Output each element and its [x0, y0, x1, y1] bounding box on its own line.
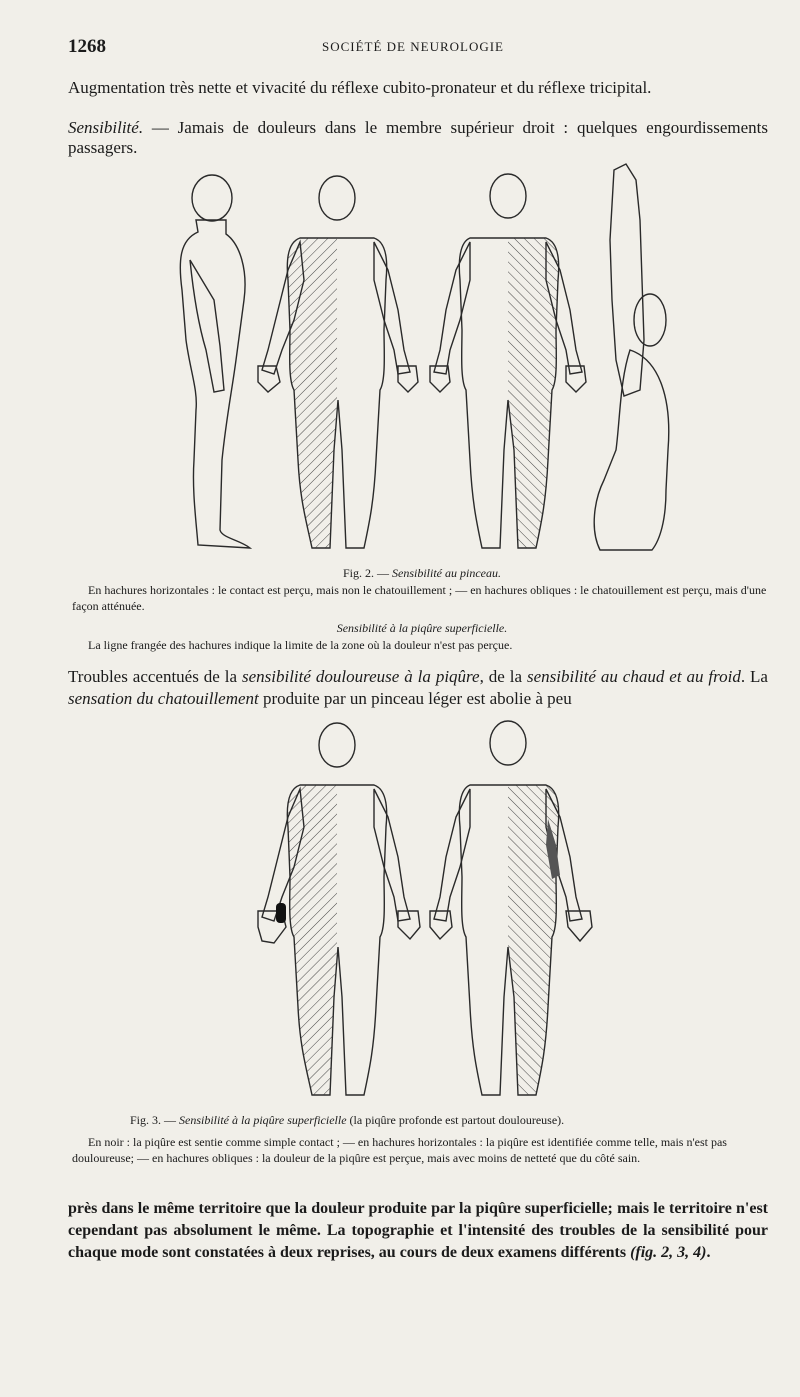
sensibilite-label: Sensibilité.: [68, 118, 144, 137]
page-header: [68, 36, 758, 60]
territoire-fig-ref: (fig. 2, 3, 4): [630, 1244, 707, 1261]
fig3-back-figure: [430, 721, 592, 1095]
territoire-text-b: .: [706, 1244, 711, 1261]
figure-3-title: Sensibilité à la piqûre superficielle: [179, 1113, 347, 1127]
fig2-front-figure: [258, 176, 418, 548]
paragraph-territoire: [68, 1198, 768, 1264]
page-number: 1268: [68, 36, 106, 57]
fig2-raised-arm-figure: [594, 164, 669, 550]
figure-2-illustration: [0, 160, 800, 560]
troubles-text-d: produite par un pinceau léger est abolie à peu: [258, 689, 572, 708]
figure-2-label: Fig. 2. —: [343, 566, 393, 580]
figure-3-illustration: [0, 715, 800, 1105]
paragraph-troubles: [68, 666, 768, 710]
fig2-back-figure: [430, 174, 586, 548]
troubles-italic-2: sensibilité au chaud et au froid: [526, 667, 741, 686]
troubles-italic-3: sensation du chatouillement: [68, 689, 259, 708]
troubles-text-b: , de la: [479, 667, 527, 686]
running-head: SOCIÉTÉ DE NEUROLOGIE: [321, 39, 505, 54]
figure-2-title: Sensibilité au pinceau.: [392, 566, 501, 580]
troubles-italic-1: sensibilité douloureuse à la piqûre: [241, 667, 480, 686]
figure-3-legend: En noir : la piqûre est sentie comme simple contact ; — en hachures horizontales : la piqûre est identifiée comme telle, mais n'est pas douloureuse; — en hachures obliques : la douleur de la piqûre est perçue, mais avec moins de netteté que du côté sain.: [72, 1135, 727, 1165]
figure-3-title-note: (la piqûre profonde est partout douloureuse).: [346, 1113, 565, 1127]
paragraph-sensibilite: [68, 118, 768, 158]
figure-3-caption-title: [130, 1112, 770, 1128]
troubles-text-c: . La: [740, 667, 768, 686]
troubles-text-a: Troubles accentués de la: [68, 667, 242, 686]
figure-2-legend-1: En hachures horizontales : le contact est perçu, mais non le chatouillement ; — en hachures obliques : le chatouillement est perçu, mais d'une façon atténuée.: [72, 583, 767, 613]
figure-2-caption-title: [72, 565, 772, 581]
territoire-text-a: près dans le même territoire que la douleur produite par la piqûre superficielle; mais le territoire n'est cependant pas absolument le même. La topographie et l'intensité des troubles de la sensibilité pour chaque mode sont constatées à deux reprises, au cours de deux examens différents: [68, 1200, 768, 1261]
figure-2-subtitle: Sensibilité à la piqûre superficielle.: [336, 621, 508, 635]
figure-2-legend-2: La ligne frangée des hachures indique la limite de la zone où la douleur n'est pas perçue.: [88, 638, 513, 652]
paragraph-reflexes: Augmentation très nette et vivacité du réflexe cubito-pronateur et du réflexe tricipital.: [68, 78, 652, 97]
fig2-profile-figure: [180, 175, 250, 548]
sensibilite-text: — Jamais de douleurs dans le membre supérieur droit : quelques engourdissements passagers.: [68, 118, 768, 157]
figure-3-label: Fig. 3. —: [130, 1113, 180, 1127]
fig3-front-figure: [258, 723, 420, 1095]
